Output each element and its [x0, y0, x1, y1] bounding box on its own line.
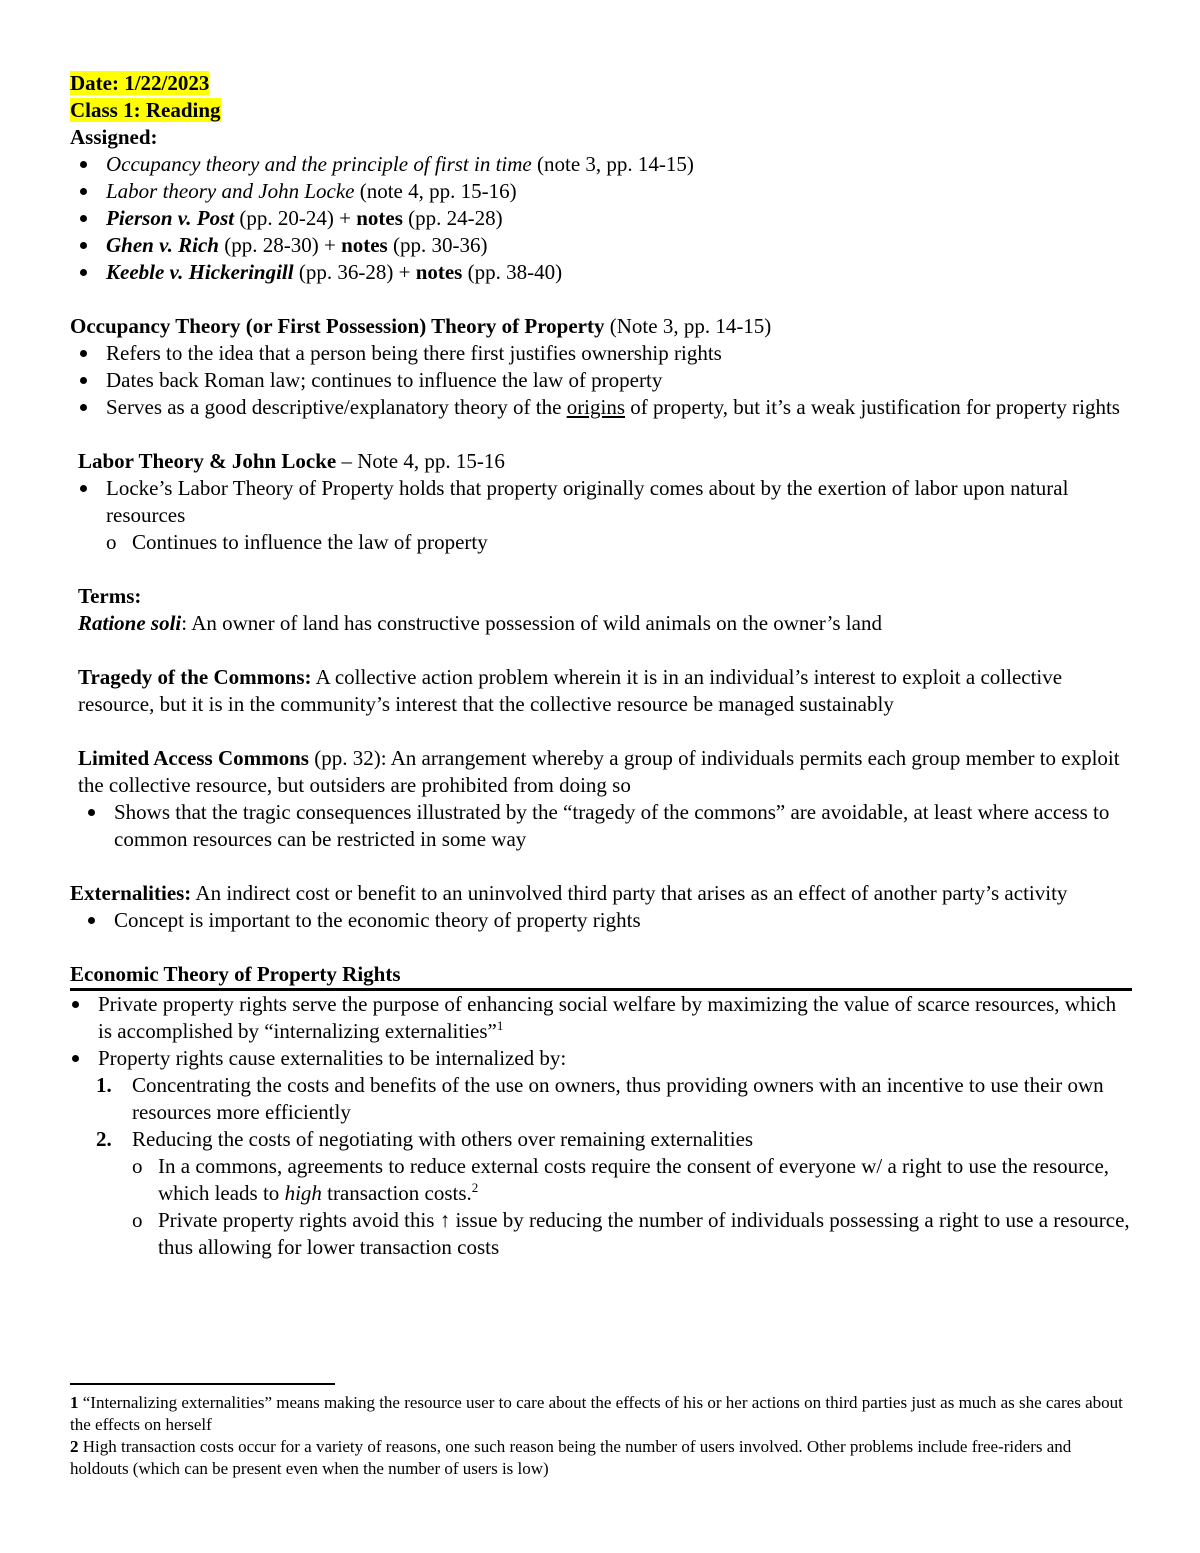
list-item: Serves as a good descriptive/explanatory theory of the origins of property, but it’s a weak justification for property rights: [70, 394, 1132, 421]
list-item: Property rights cause externalities to be internalized by:: [62, 1045, 1132, 1072]
economic-numbered-list: [70, 1072, 1132, 1261]
list-item: Shows that the tragic consequences illustrated by the “tragedy of the commons” are avoidable, at least where access to common resources can be restricted in some way: [78, 799, 1132, 853]
footnote: 1 “Internalizing externalities” means making the resource user to care about the effects of his or her actions on third parties just as much as she cares about the effects on herself: [70, 1393, 1123, 1434]
date-highlight: Date: 1/22/2023: [70, 71, 210, 95]
list-item: Refers to the idea that a person being there first justifies ownership rights: [70, 340, 1132, 367]
labor-list: [70, 475, 1132, 556]
list-item: Pierson v. Post (pp. 20-24) + notes (pp. 24-28): [70, 205, 1132, 232]
footnote-ref: 2: [471, 1180, 479, 1195]
list-item: 1. Concentrating the costs and benefits of the use on owners, thus providing owners with an incentive to use their own resources more efficiently: [96, 1073, 1104, 1124]
externalities-term: Externalities: An indirect cost or benefit to an uninvolved third party that arises as an effect of another party’s activity: [70, 881, 1068, 905]
footnote: 2 High transaction costs occur for a variety of reasons, one such reason being the number of users involved. Other problems include free-riders and holdouts (which can be present even when the number of users is low): [70, 1437, 1072, 1478]
list-item: Keeble v. Hickeringill (pp. 36-28) + notes (pp. 38-40): [70, 259, 1132, 286]
list-item: Dates back Roman law; continues to influence the law of property: [70, 367, 1132, 394]
ratione-soli-term: Ratione soli: An owner of land has constructive possession of wild animals on the owner’s land: [78, 611, 882, 635]
tragedy-term: Tragedy of the Commons: A collective action problem wherein it is in an individual’s interest to exploit a collective resource, but it is in the community’s interest that the collective resource be managed sustainably: [78, 665, 1063, 716]
list-item: o Private property rights avoid this ↑ issue by reducing the number of individuals possessing a right to use a resource, thus allowing for lower transaction costs: [132, 1207, 1132, 1261]
list-item: o In a commons, agreements to reduce external costs require the consent of everyone w/ a right to use the resource, which leads to high transaction costs.$^2$: [132, 1153, 1132, 1207]
list-item: Ghen v. Rich (pp. 28-30) + notes (pp. 30-36): [70, 232, 1132, 259]
list-item: Private property rights serve the purpose of enhancing social welfare by maximizing the value of scarce resources, which is accomplished by “internalizing externalities”$^1$: [62, 991, 1132, 1045]
list-item: Occupancy theory and the principle of first in time (note 3, pp. 14-15): [70, 151, 1132, 178]
terms-label: Terms:: [78, 584, 142, 608]
occupancy-heading: Occupancy Theory (or First Possession) Theory of Property (Note 3, pp. 14-15): [70, 314, 772, 338]
economic-list: [62, 991, 1132, 1072]
assigned-label: Assigned:: [70, 125, 158, 149]
economic-heading: Economic Theory of Property Rights: [70, 961, 1132, 991]
limited-access-term: Limited Access Commons (pp. 32): An arrangement whereby a group of individuals permits each group member to exploit the collective resource, but outsiders are prohibited from doing so: [78, 746, 1120, 797]
terms-section: [70, 583, 1132, 853]
footnotes: [70, 1392, 1132, 1480]
class-title-highlight: Class 1: Reading: [70, 98, 221, 122]
externalities-list: [70, 907, 1132, 934]
list-item: o Continues to influence the law of property: [106, 529, 1132, 556]
footnote-ref: 1: [496, 1018, 504, 1033]
economic-sublist: [132, 1153, 1132, 1261]
list-item: Locke’s Labor Theory of Property holds that property originally comes about by the exertion of labor upon natural resources o Continues to influence the law of property: [70, 475, 1132, 556]
list-item: Labor theory and John Locke (note 4, pp. 15-16): [70, 178, 1132, 205]
class-title-line: [70, 97, 1132, 124]
date-line: [70, 70, 1132, 97]
footnote-divider: [70, 1383, 335, 1385]
list-item: Concept is important to the economic theory of property rights: [78, 907, 1132, 934]
labor-heading: Labor Theory & John Locke – Note 4, pp. 15-16: [78, 449, 505, 473]
labor-sublist: [106, 529, 1132, 556]
list-item: 2. Reducing the costs of negotiating with others over remaining externalities o In a commons, agreements to reduce external costs require the consent of everyone w/ a right to use the resource, which leads to high transaction costs.$^2$ o Private property rights avoid this ↑ issue by reducing the number of individuals possessing a right to use a resource, thus allowing for lower transaction costs: [96, 1126, 1132, 1261]
document-page: [70, 70, 1132, 1261]
occupancy-list: [70, 340, 1132, 421]
assigned-list: [70, 151, 1132, 286]
limited-access-list: [78, 799, 1132, 853]
